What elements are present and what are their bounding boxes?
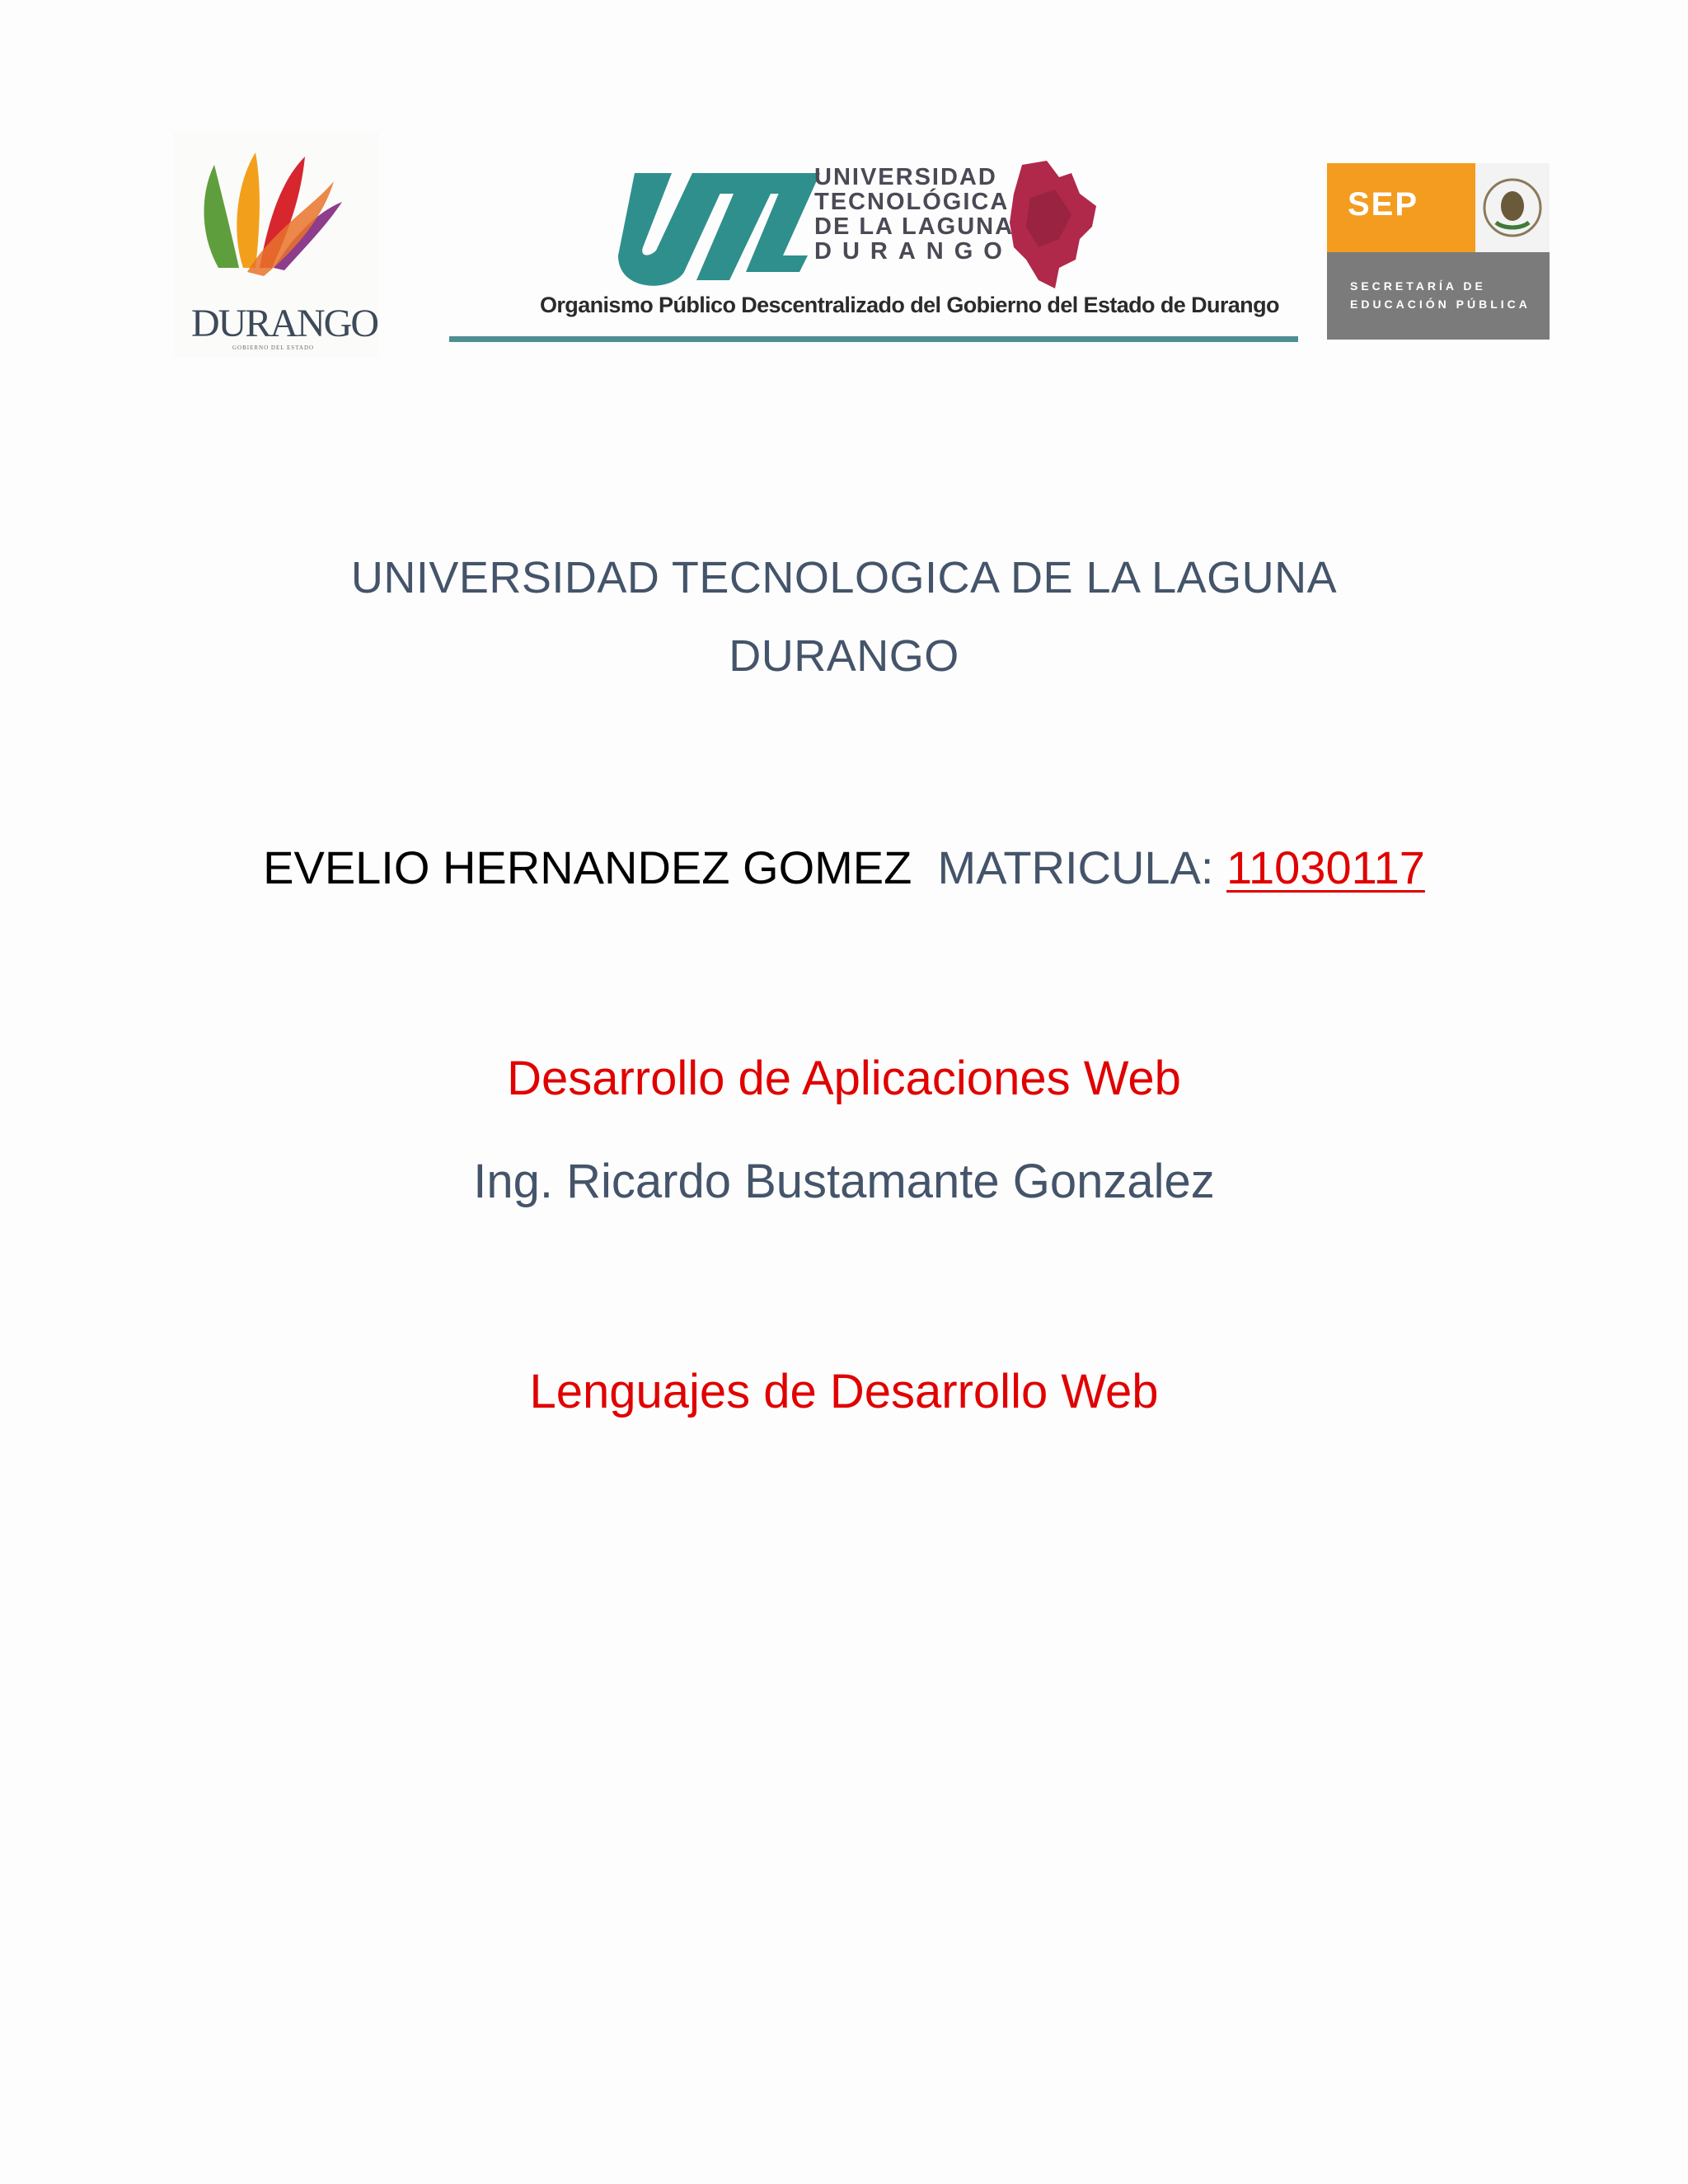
sep-logo-abbr: SEP	[1348, 186, 1419, 223]
utl-logo-name: UNIVERSIDAD TECNOLÓGICA DE LA LAGUNA DURANGO	[814, 164, 1015, 265]
matricula-label: MATRICULA:	[937, 841, 1214, 893]
utl-divider	[449, 336, 1298, 342]
utl-org-text: Organismo Público Descentralizado del Gobierno del Estado de Durango	[540, 293, 1279, 317]
student-line	[0, 841, 1688, 894]
student-name: EVELIO HERNANDEZ GOMEZ	[263, 841, 912, 893]
sep-logo-name: SECRETARÍA DE EDUCACIÓN PÚBLICA	[1350, 279, 1531, 311]
topic-title: Lenguajes de Desarrollo Web	[529, 1365, 1159, 1418]
durango-logo-word: DURANGO	[191, 302, 377, 345]
course-title: Desarrollo de Aplicaciones Web	[507, 1052, 1181, 1105]
university-title-line2: DURANGO	[729, 631, 959, 681]
durango-logo-sub: GOBIERNO DEL ESTADO	[232, 344, 315, 351]
matricula-value: 11030117	[1226, 841, 1425, 893]
teacher-name: Ing. Ricardo Bustamante Gonzalez	[473, 1155, 1215, 1208]
university-title-line1: UNIVERSIDAD TECNOLOGICA DE LA LAGUNA	[350, 553, 1338, 602]
